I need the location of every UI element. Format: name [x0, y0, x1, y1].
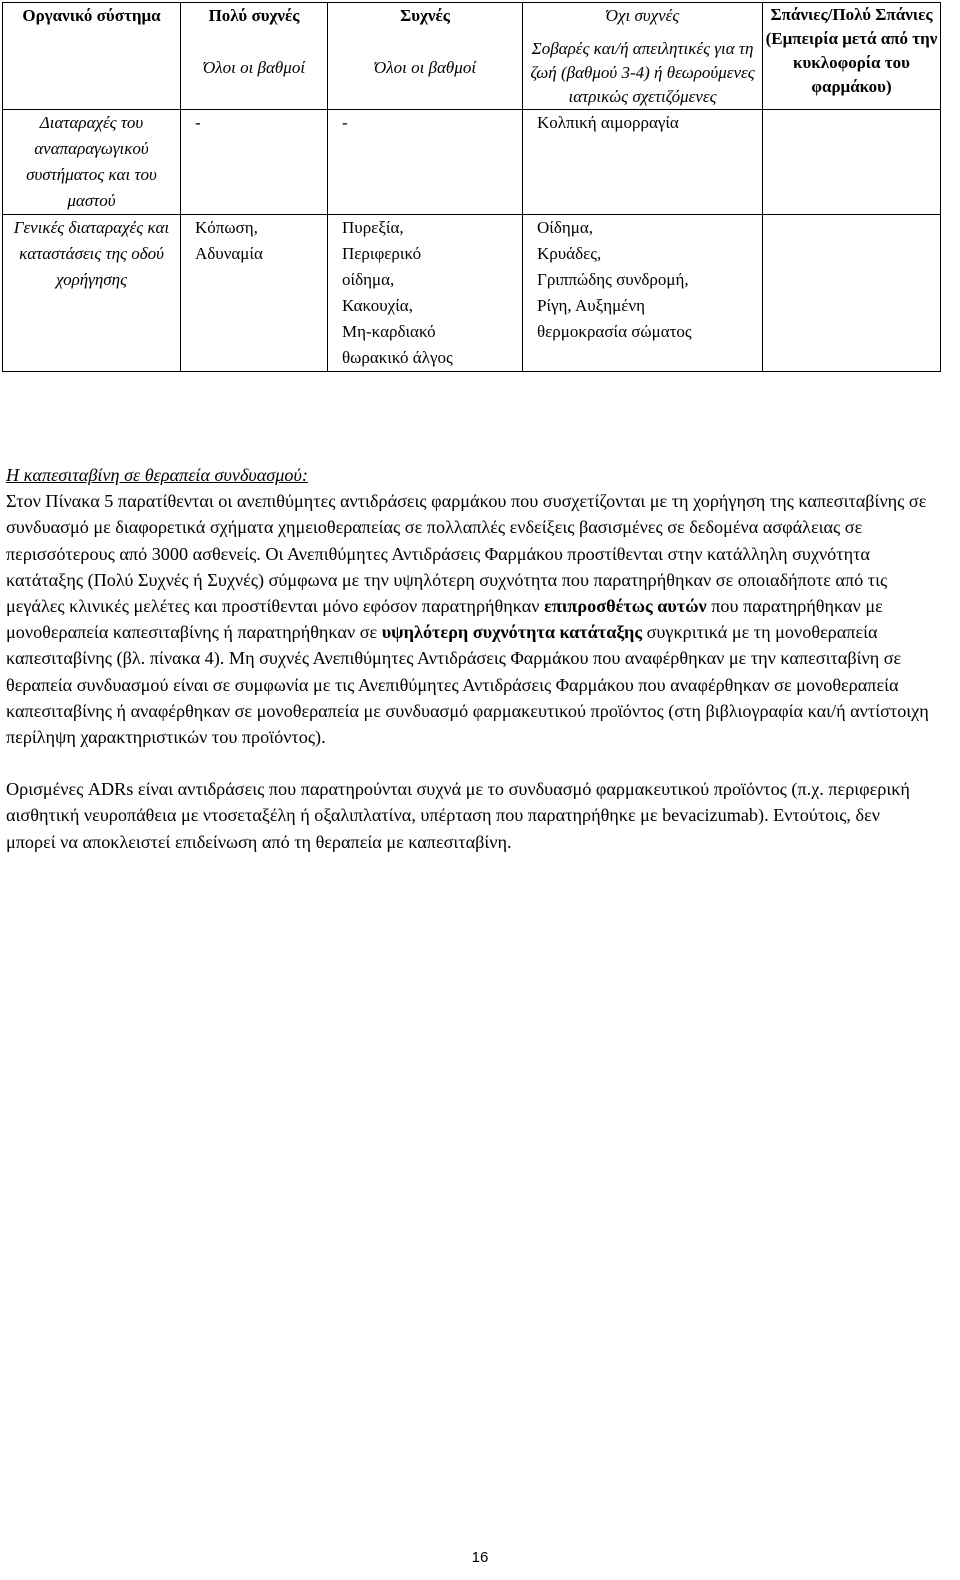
row-common-cell: Πυρεξία, Περιφερικό οίδημα, Κακουχία, Μη-καρδιακό θωρακικό άλγος — [328, 215, 523, 372]
row-very-common-cell: Κόπωση, Αδυναμία — [181, 215, 328, 372]
table-row — [3, 110, 941, 215]
header-organ-system: Οργανικό σύστημα — [3, 3, 181, 110]
row-rare-cell — [763, 110, 941, 215]
header-uncommon-sub: Σοβαρές και/ή απειλητικές για τη ζωή (βαθμού 3-4) ή θεωρούμενες ιατρικώς σχετιζόμενες — [530, 39, 755, 106]
page-number: 16 — [471, 1549, 489, 1566]
header-common-sub: Όλοι οι βαθμοί — [373, 58, 477, 77]
header-uncommon: Όχι συχνές Σοβαρές και/ή απειλητικές για τη ζωή (βαθμού 3-4) ή θεωρούμενες ιατρικώς σχετιζόμενες — [523, 3, 763, 110]
header-very-common: Πολύ συχνές Όλοι οι βαθμοί — [181, 3, 328, 110]
header-rare: Σπάνιες/Πολύ Σπάνιες (Εμπειρία μετά από την κυκλοφορία του φαρμάκου) — [763, 3, 941, 110]
table-header-row — [3, 3, 941, 110]
section-title: Η καπεσιταβίνη σε θεραπεία συνδυασμού: — [6, 465, 308, 485]
row-rare-cell — [763, 215, 941, 372]
row-uncommon-cell: Κολπική αιμορραγία — [523, 110, 763, 215]
header-common: Συχνές Όλοι οι βαθμοί — [328, 3, 523, 110]
row-organ-reproductive: Διαταραχές του αναπαραγωγικού συστήματος και του μαστού — [3, 110, 181, 215]
adverse-reactions-table — [2, 2, 941, 372]
section-body — [6, 462, 934, 855]
row-very-common-cell: - — [181, 110, 328, 215]
paragraph-2: Ορισμένες ADRs είναι αντιδράσεις που παρατηρούνται συχνά με το συνδυασμό φαρμακευτικού προϊόντος (π.χ. περιφερική αισθητική νευροπάθεια με ντοσεταξέλη ή οξαλιπλατίνα, υπέρταση που παρατηρήθηκε με bevacizumab). Εντούτοις, δεν μπορεί να αποκλειστεί επιδείνωση από τη θεραπεία με καπεσιταβίνη. — [6, 779, 910, 852]
header-very-common-sub: Όλοι οι βαθμοί — [202, 58, 306, 77]
row-organ-general: Γενικές διαταραχές και καταστάσεις της οδού χορήγησης — [3, 215, 181, 372]
table-row — [3, 215, 941, 372]
row-common-cell: - — [328, 110, 523, 215]
row-uncommon-cell: Οίδημα, Κρυάδες, Γριππώδης συνδρομή, Ρίγη, Αυξημένη θερμοκρασία σώματος — [523, 215, 763, 372]
paragraph-1: Στον Πίνακα 5 παρατίθενται οι ανεπιθύμητες αντιδράσεις φαρμάκου που συσχετίζονται με τη χορήγηση της καπεσιταβίνης σε συνδυασμό με διαφορετικά σχήματα χημειοθεραπείας σε πολλαπλές ενδείξεις βασισμένες σε δεδομένα ασφάλειας σε περισσότερους από 3000 ασθενείς. Οι Ανεπιθύμητες Αντιδράσεις Φαρμάκου προστίθενται στην κατάλληλη συχνότητα κατάταξης (Πολύ Συχνές ή Συχνές) σύμφωνα με την υψηλότερη συχνότητα που παρατηρήθηκαν σε οποιαδήποτε από τις μεγάλες κλινικές μελέτες και προστίθενται μόνο εφόσον παρατηρήθηκαν επιπροσθέτως αυτών που παρατηρήθηκαν με μονοθεραπεία καπεσιταβίνης ή παρατηρήθηκαν σε υψηλότερη συχνότητα κατάταξης συγκριτικά με τη μονοθεραπεία καπεσιταβίνης (βλ. πίνακα 4). Μη συχνές Ανεπιθύμητες Αντιδράσεις Φαρμάκου που αναφέρθηκαν με την καπεσιταβίνη σε θεραπεία συνδυασμού είναι σε συμφωνία με τις Ανεπιθύμητες Αντιδράσεις Φαρμάκου που αναφέρθηκαν σε μονοθεραπεία καπεσιταβίνης ή αναφέρθηκαν σε μονοθεραπεία με συνδυασμό φαρμακευτικού προϊόντος (στη βιβλιογραφία και/ή αντίστοιχη περίληψη χαρακτηριστικών του προϊόντος). — [6, 491, 929, 748]
